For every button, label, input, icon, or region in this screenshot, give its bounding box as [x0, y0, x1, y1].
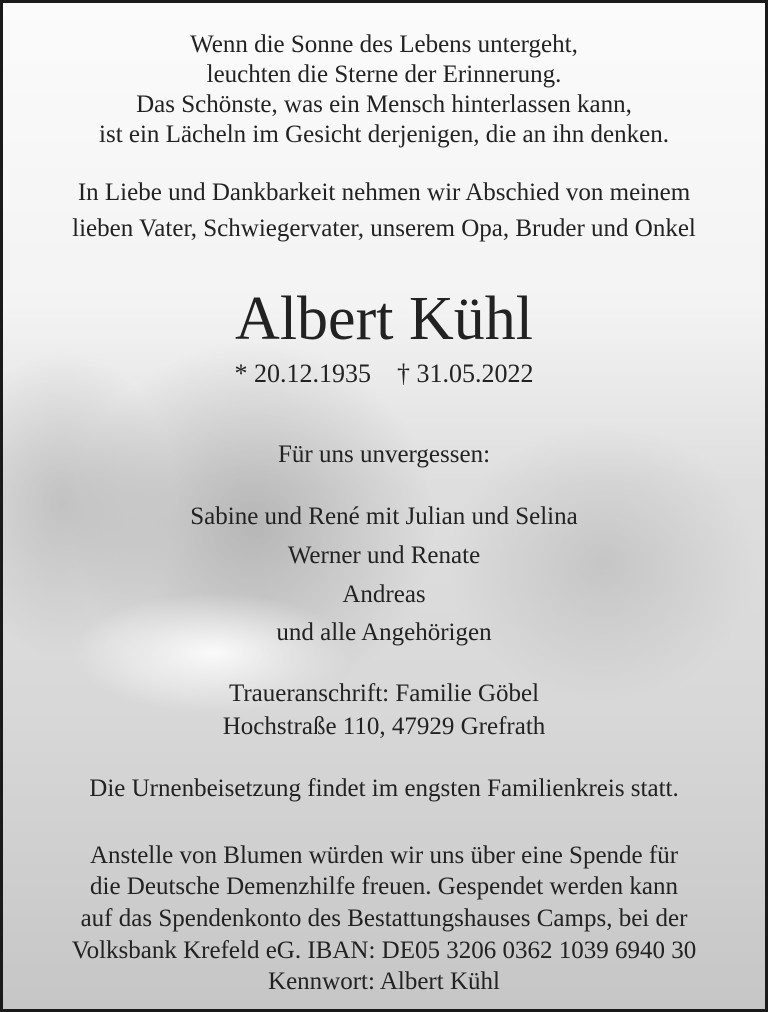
mourner-line: Andreas	[342, 581, 426, 608]
intro-line: lieben Vater, Schwiegervater, unserem Opa, Bruder und Onkel	[72, 215, 696, 242]
donation-line: Volksbank Krefeld eG. IBAN: DE05 3206 0362 1039 6940 30	[71, 937, 697, 964]
donation-line: die Deutsche Demenzhilfe freuen. Gespendet werden kann	[90, 873, 678, 900]
address-line: Hochstraße 110, 47929 Grefrath	[222, 713, 546, 740]
birth-date: * 20.12.1935	[234, 359, 371, 388]
poem-line: ist ein Lächeln im Gesicht derjenigen, die an ihn denken.	[99, 121, 669, 148]
mourner-line: Werner und Renate	[287, 542, 481, 569]
donation-line: Kennwort: Albert Kühl	[268, 968, 500, 995]
intro-line: In Liebe und Dankbarkeit nehmen wir Abschied von meinem	[77, 179, 691, 206]
deceased-name: Albert Kühl	[235, 285, 533, 353]
burial-note: Die Urnenbeisetzung findet im engsten Familienkreis statt.	[89, 775, 679, 802]
life-dates	[3, 359, 765, 389]
poem-line: Wenn die Sonne des Lebens untergeht,	[190, 31, 578, 58]
death-date: † 31.05.2022	[397, 359, 534, 388]
poem-line: leuchten die Sterne der Erinnerung.	[206, 61, 562, 88]
donation-line: Anstelle von Blumen würden wir uns über eine Spende für	[89, 842, 679, 869]
address-line: Traueranschrift: Familie Göbel	[228, 680, 540, 707]
donation-line: auf das Spendenkonto des Bestattungshauses Camps, bei der	[80, 905, 688, 932]
mourner-line: und alle Angehörigen	[276, 619, 492, 646]
poem-line: Das Schönste, was ein Mensch hinterlassen kann,	[136, 91, 632, 118]
unforgotten-heading: Für uns unvergessen:	[277, 441, 491, 468]
mourner-line: Sabine und René mit Julian und Selina	[190, 503, 578, 530]
